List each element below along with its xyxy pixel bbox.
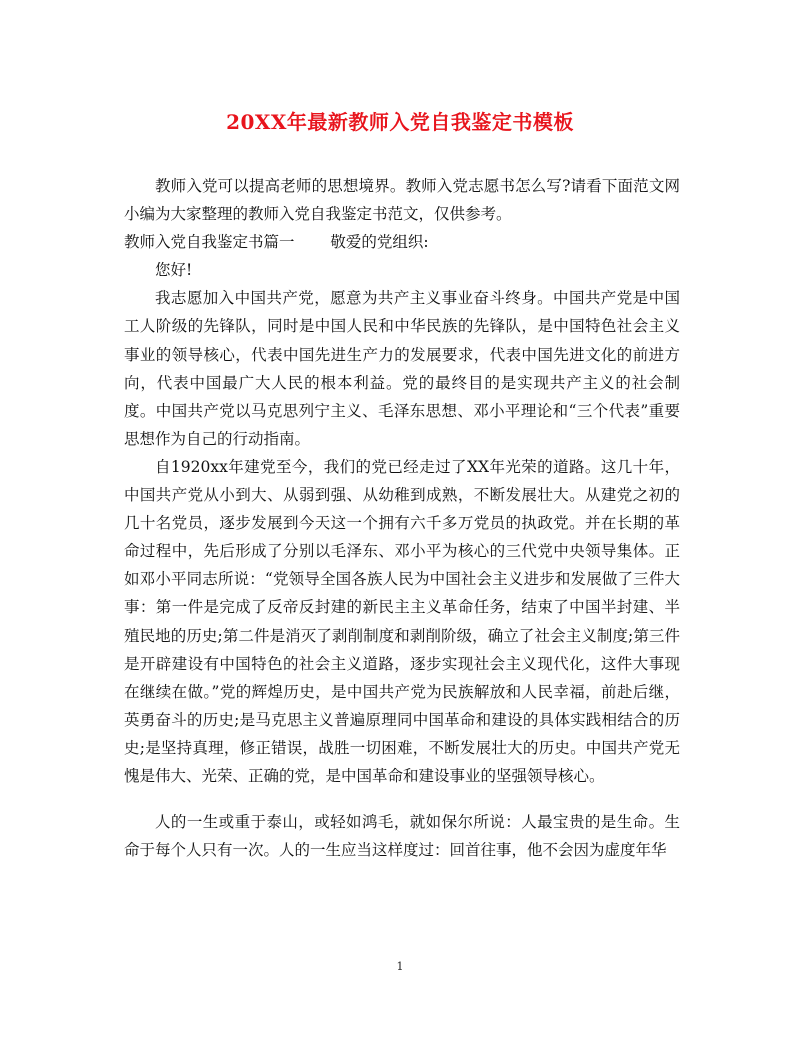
greeting: 您好! [155,261,193,280]
body-paragraph-1: 我志愿加入中国共产党，愿意为共产主义事业奋斗终身。中国共产党是中国工人阶级的先锋队，同时是中国人民和中华民族的先锋队，是中国特色社会主义事业的领导核心，代表中国先进生产力的发展要求，代表中国先进文化的前进方向，代表中国最广大人民的根本利益。党的最终目的是实现共产主义的社会制度。中国共产党以马克思列宁主义、毛泽东思想、邓小平理论和“三个代表”重要思想作为自己的行动指南。 [124,289,680,448]
document-title: 20XX年最新教师入党自我鉴定书模板 [226,110,574,134]
body-paragraph-2: 自1920xx年建党至今，我们的党已经走过了XX年光荣的道路。这几十年，中国共产党从小到大、从弱到强、从幼稚到成熟，不断发展壮大。从建党之初的几十名党员，逐步发展到今天这一个拥有六千多万党员的执政党。并在长期的革命过程中，先后形成了分别以毛泽东、邓小平为核心的三代党中央领导集体。正如邓小平同志所说：“党领导全国各族人民为中国社会主义进步和发展做了三件大事：第一件是完成了反帝反封建的新民主主义革命任务，结束了中国半封建、半殖民地的历史;第二件是消灭了剥削制度和剥削阶级，确立了社会主义制度;第三件是开辟建设有中国特色的社会主义道路，逐步实现社会主义现代化，这件大事现在继续在做。”党的辉煌历史，是中国共产党为民族解放和人民幸福，前赴后继，英勇奋斗的历史;是马克思主义普遍原理同中国革命和建设的具体实践相结合的历史;是坚持真理，修正错误，战胜一切困难，不断发展壮大的历史。中国共产党无愧是伟大、光荣、正确的党，是中国革命和建设事业的坚强领导核心。 [124,457,680,785]
body-paragraph-3: 人的一生或重于泰山，或轻如鸿毛，就如保尔所说：人最宝贵的是生命。生命于每个人只有一次。人的一生应当这样度过：回首往事，他不会因为虚度年华 [124,813,680,860]
intro-paragraph: 教师入党可以提高老师的思想境界。教师入党志愿书怎么写?请看下面范文网小编为大家整理的教师入党自我鉴定书范文，仅供参考。 [124,177,680,224]
page-number: 1 [396,960,404,973]
document-body [124,172,680,864]
section-heading: 教师入党自我鉴定书篇一 敬爱的党组织: [124,233,429,252]
